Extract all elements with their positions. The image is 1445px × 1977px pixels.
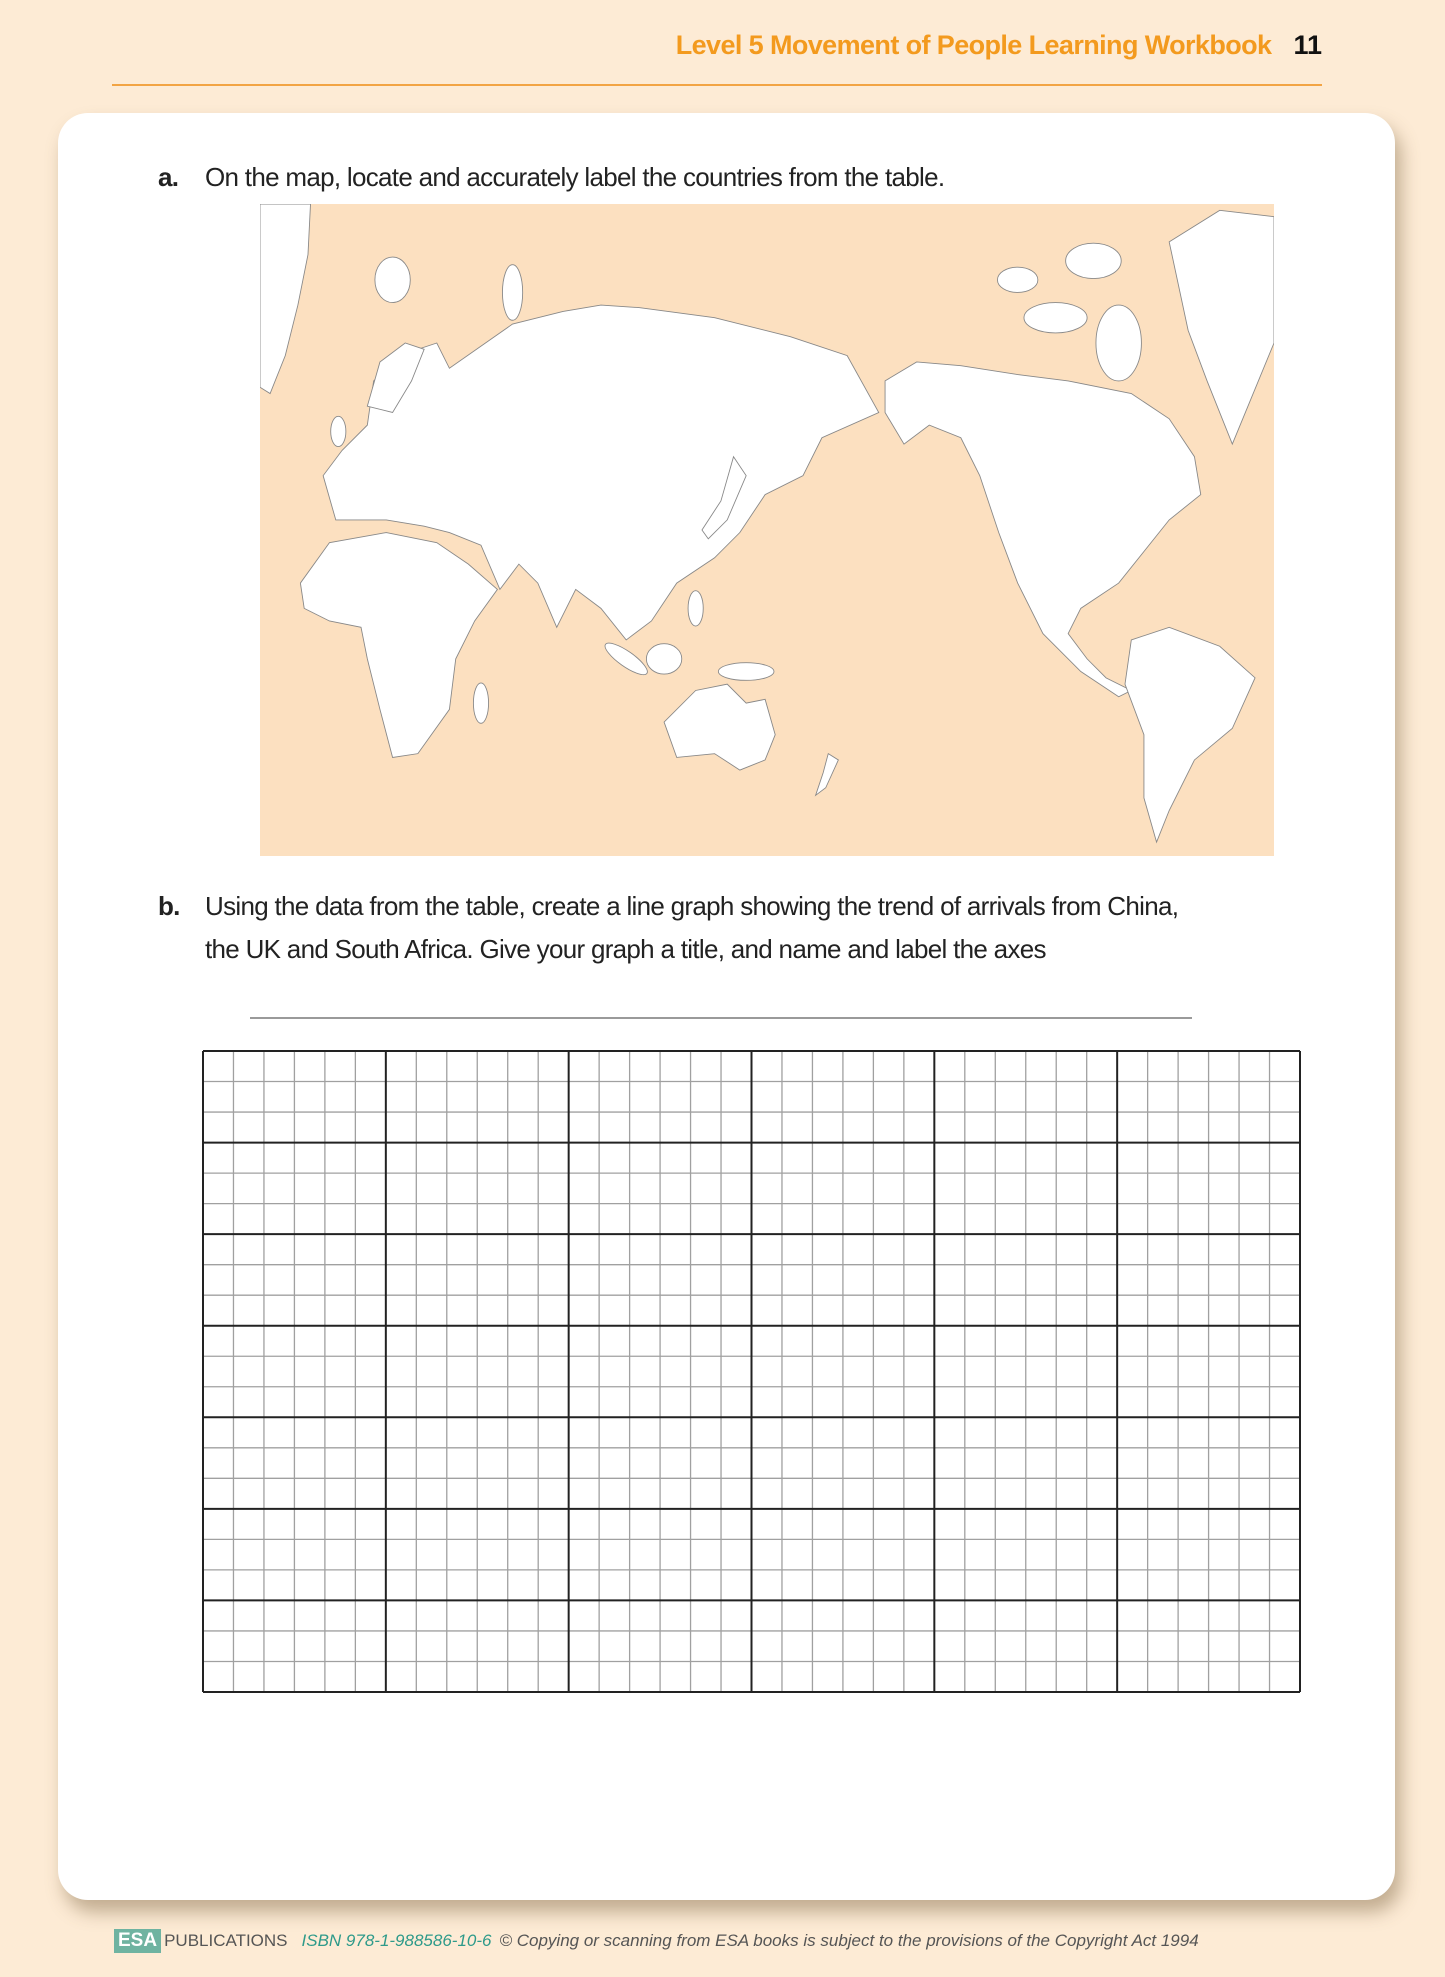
question-b-label: b. xyxy=(158,891,180,921)
header-rule xyxy=(112,84,1322,86)
arctic-island xyxy=(997,267,1037,292)
madagascar xyxy=(473,683,488,723)
graph-grid[interactable] xyxy=(202,1050,1301,1693)
question-a-label: a. xyxy=(158,162,179,192)
isbn: ISBN 978-1-988586-10-6 xyxy=(301,1931,492,1950)
arctic-island xyxy=(1024,303,1087,333)
philippines xyxy=(688,591,703,626)
question-b-line1: Using the data from the table, create a line graph showing the trend of arrivals from China, xyxy=(205,891,1179,921)
uk xyxy=(331,416,346,446)
footer xyxy=(114,1929,1199,1953)
copyright-notice: © Copying or scanning from ESA books is subject to the provisions of the Copyright Act 1994 xyxy=(499,1931,1199,1950)
page-header xyxy=(676,30,1322,61)
publisher: PUBLICATIONS xyxy=(164,1931,288,1950)
question-b xyxy=(158,885,1179,971)
page-number: 11 xyxy=(1293,30,1322,60)
arctic-island xyxy=(1066,243,1122,278)
esa-logo: ESA xyxy=(114,1929,161,1953)
question-a xyxy=(158,156,945,199)
question-a-text: On the map, locate and accurately label the countries from the table. xyxy=(205,162,945,192)
novaya-zemlya xyxy=(502,265,522,321)
graph-title-line[interactable] xyxy=(250,1017,1192,1019)
workbook-title: Level 5 Movement of People Learning Workbook xyxy=(675,30,1272,60)
borneo xyxy=(646,644,681,674)
new-guinea xyxy=(718,663,774,681)
question-b-line2: the UK and South Africa. Give your graph a title, and name and label the axes xyxy=(205,934,1046,964)
svalbard xyxy=(375,257,410,302)
baffin-island xyxy=(1096,305,1141,381)
world-map xyxy=(260,204,1274,856)
